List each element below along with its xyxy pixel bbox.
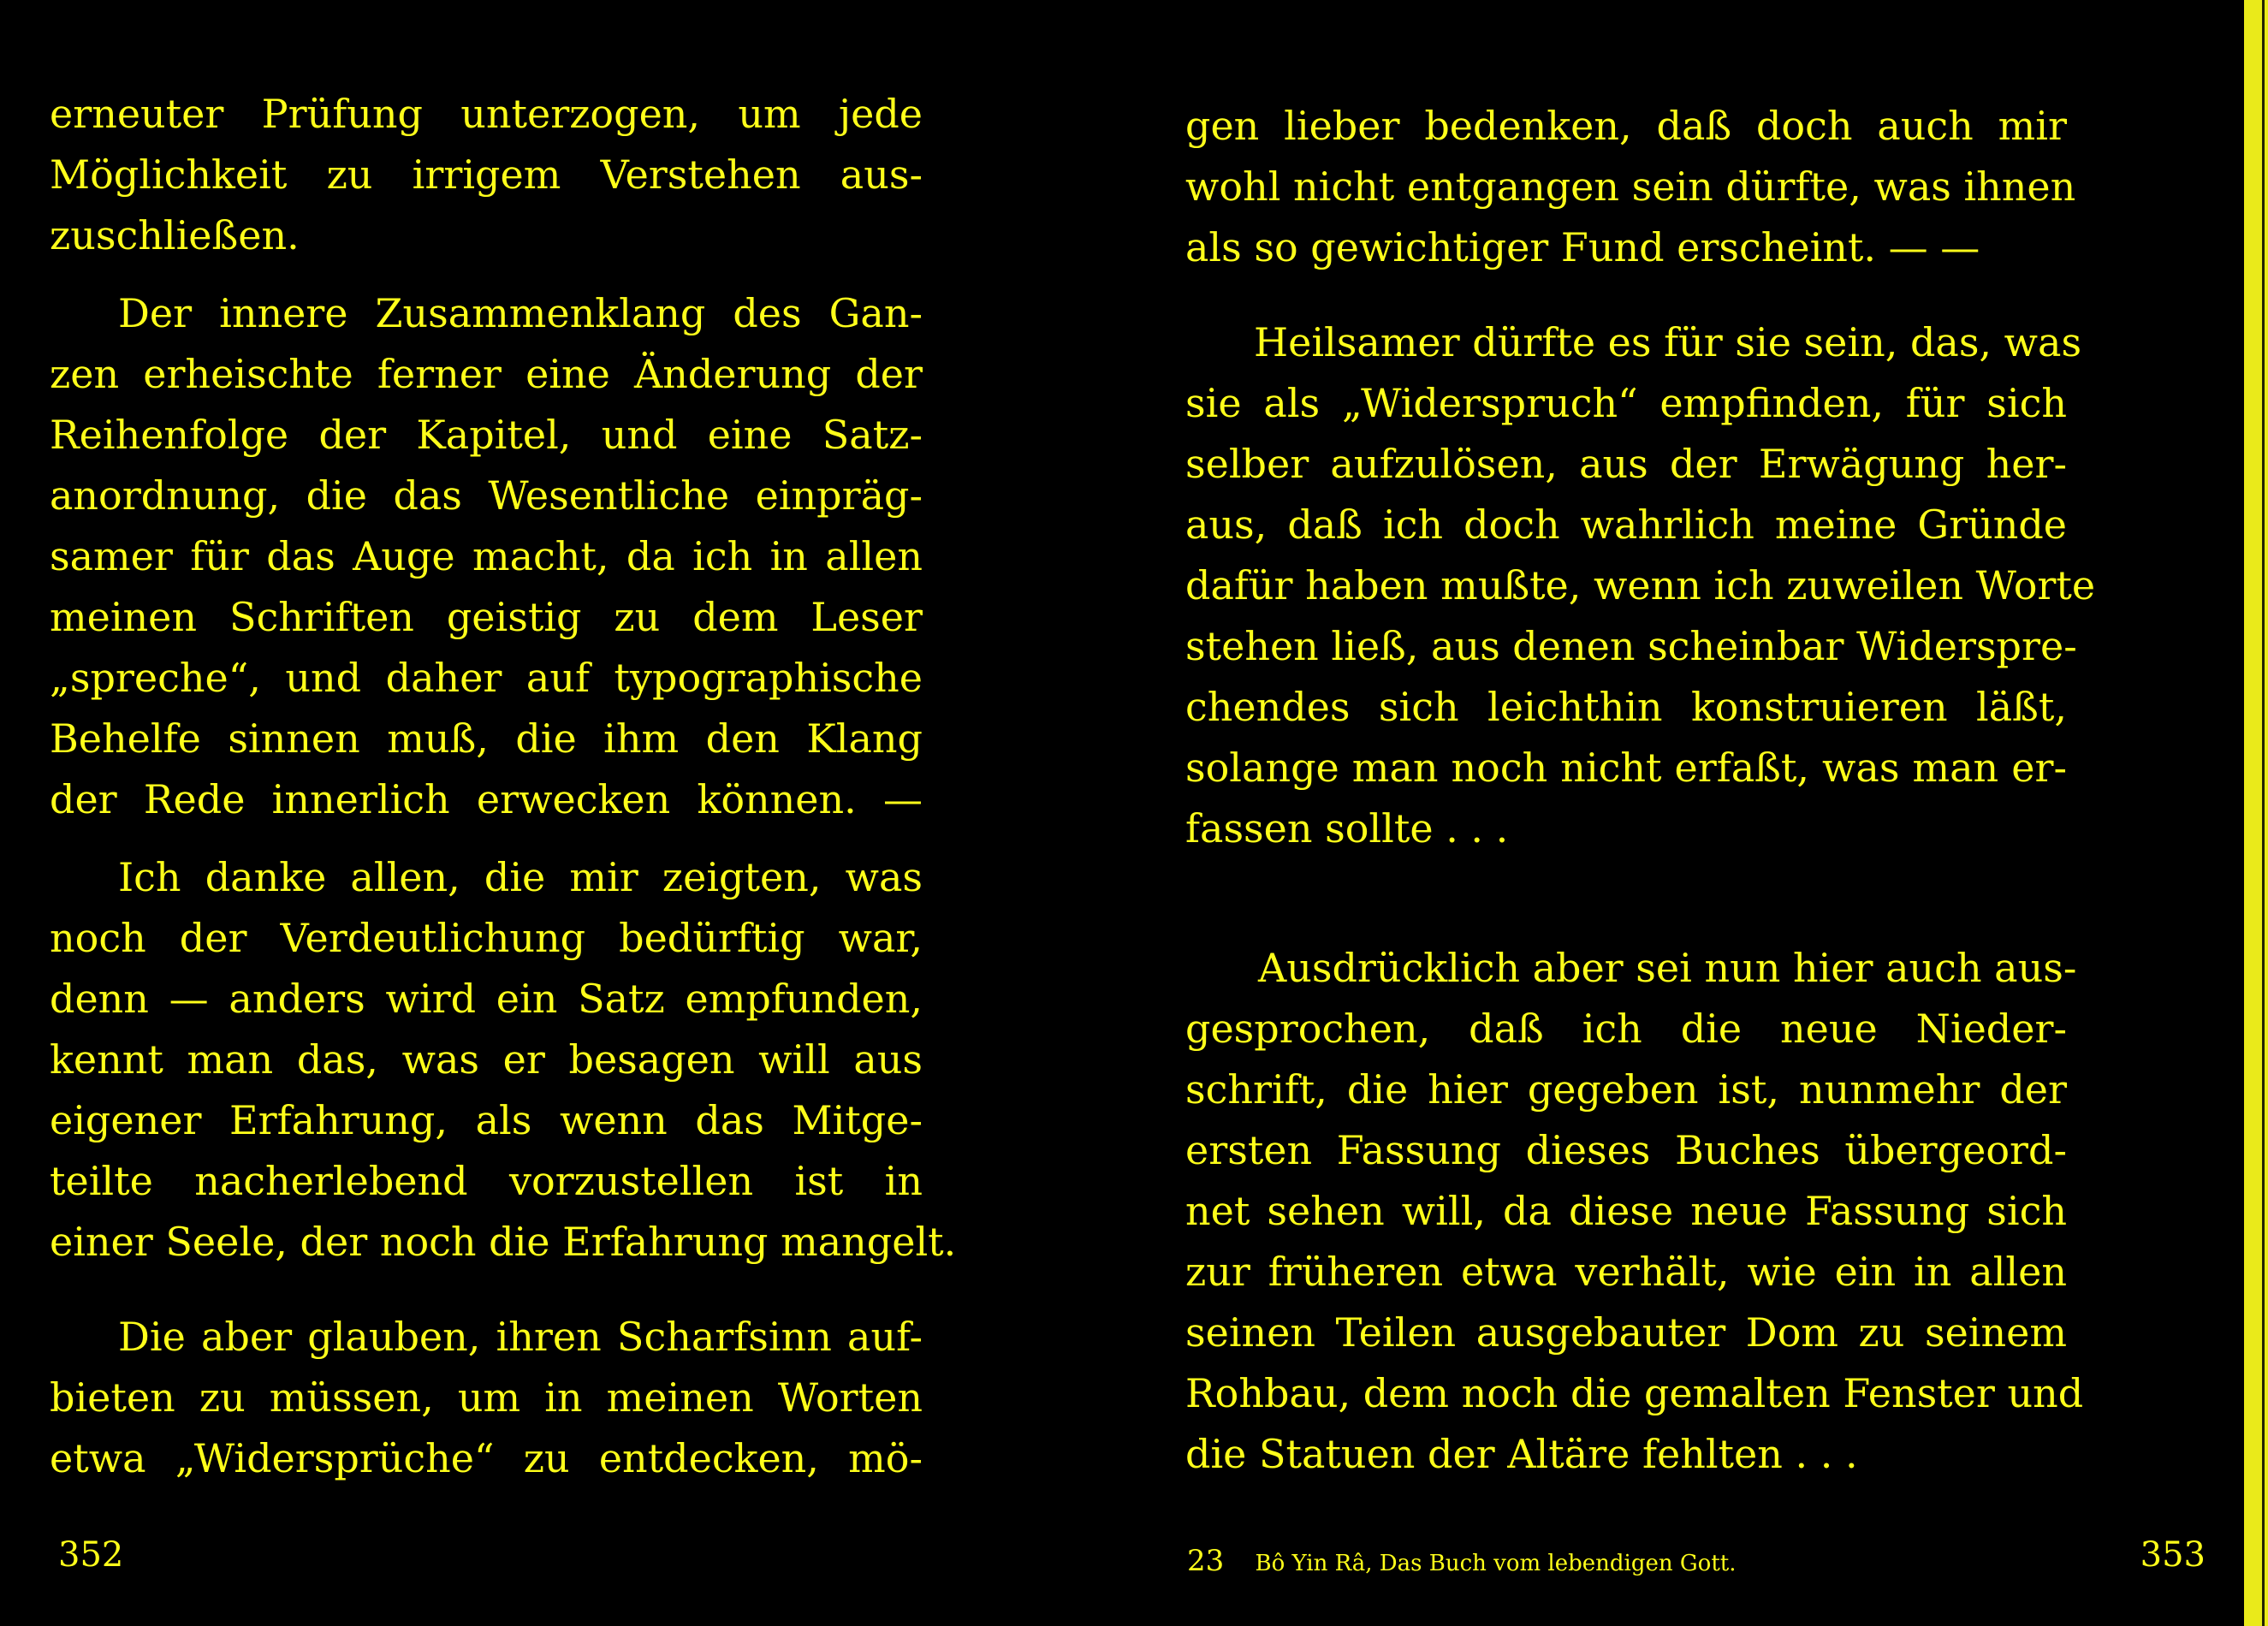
right-page <box>1134 0 2268 1626</box>
text-line: meinen Schriften geistig zu dem Leser <box>50 594 923 640</box>
text-line: anordnung, die das Wesentliche einpräg- <box>50 472 923 519</box>
page-edge-line <box>2262 0 2265 1626</box>
text-line: ersten Fassung dieses Buches übergeord- <box>1185 1127 2067 1173</box>
text-line: teilte nacherlebend vorzustellen ist in <box>50 1158 923 1204</box>
text-line: Möglichkeit zu irrigem Verstehen aus- <box>50 151 923 198</box>
text-line: Ausdrücklich aber sei nun hier auch aus- <box>1258 945 2077 991</box>
printer-signature <box>1187 1546 1737 1579</box>
right-text-block <box>1185 96 2096 1485</box>
text-line: wohl nicht entgangen sein dürfte, was ihnen <box>1185 163 2076 210</box>
left-paragraph-2 <box>50 283 923 830</box>
text-line: denn — anders wird ein Satz empfunden, <box>50 976 923 1022</box>
text-line: zen erheischte ferner eine Änderung der <box>50 351 923 397</box>
text-line: Rohbau, dem noch die gemalten Fenster und <box>1185 1370 2084 1416</box>
text-line: Behelfe sinnen muß, die ihm den Klang <box>50 715 923 762</box>
text-line: Reihenfolge der Kapitel, und eine Satz- <box>50 412 923 458</box>
text-line: kennt man das, was er besagen will aus <box>50 1036 923 1083</box>
text-line: eigener Erfahrung, als wenn das Mitge- <box>50 1097 923 1143</box>
text-line: solange man noch nicht erfaßt, was man er- <box>1185 745 2067 791</box>
text-line: erneuter Prüfung unterzogen, um jede <box>50 91 923 137</box>
text-line: gesprochen, daß ich die neue Nieder- <box>1185 1006 2067 1052</box>
text-line: samer für das Auge macht, da ich in allen <box>50 533 923 579</box>
text-line: seinen Teilen ausgebauter Dom zu seinem <box>1185 1309 2067 1356</box>
text-line: sie als „Widerspruch“ empfinden, für sich <box>1185 380 2067 426</box>
text-line: „spreche“, und daher auf typographische <box>50 655 923 701</box>
text-line: Der innere Zusammenklang des Gan- <box>118 290 923 336</box>
text-line: schrift, die hier gegeben ist, nunmehr der <box>1185 1066 2067 1113</box>
right-paragraph-3 <box>1185 938 2084 1485</box>
text-line: etwa „Widersprüche“ zu entdecken, mö- <box>50 1435 923 1481</box>
text-line: aus, daß ich doch wahrlich meine Gründe <box>1185 501 2067 548</box>
text-line: gen lieber bedenken, daß doch auch mir <box>1185 103 2067 149</box>
text-line: als so gewichtiger Fund erscheint. — — <box>1185 224 1980 270</box>
left-paragraph-4 <box>50 1307 923 1489</box>
right-paragraph-2 <box>1185 312 2096 859</box>
text-line: die Statuen der Altäre fehlten . . . <box>1185 1431 1858 1477</box>
text-line: selber aufzulösen, aus der Erwägung her- <box>1185 441 2067 487</box>
text-line: fassen sollte . . . <box>1185 805 1509 852</box>
text-line: zuschließen. <box>50 212 300 258</box>
right-paragraph-1 <box>1185 96 2076 278</box>
text-line: bieten zu müssen, um in meinen Worten <box>50 1374 923 1421</box>
text-line: Ich danke allen, die mir zeigten, was <box>118 854 923 900</box>
left-paragraph-1 <box>50 84 923 266</box>
text-line: chendes sich leichthin konstruieren läßt, <box>1185 684 2067 730</box>
text-line: dafür haben mußte, wenn ich zuweilen Worte <box>1185 562 2096 608</box>
text-line: einer Seele, der noch die Erfahrung mangelt. <box>50 1219 957 1265</box>
signature-title: Bô Yin Râ, Das Buch vom lebendigen Gott. <box>1255 1551 1737 1576</box>
text-line: Heilsamer dürfte es für sie sein, das, was <box>1254 319 2082 365</box>
text-line: net sehen will, da diese neue Fassung sich <box>1185 1188 2067 1234</box>
signature-number: 23 <box>1187 1544 1225 1578</box>
text-line: zur früheren etwa verhält, wie ein in allen <box>1185 1249 2067 1295</box>
text-line: stehen ließ, aus denen scheinbar Widerspre- <box>1185 623 2077 669</box>
page-number: 352 <box>58 1535 124 1575</box>
left-paragraph-3 <box>50 847 957 1273</box>
text-line: der Rede innerlich erwecken können. — <box>50 776 923 822</box>
page-number: 353 <box>2140 1535 2206 1575</box>
text-line: noch der Verdeutlichung bedürftig war, <box>50 915 923 961</box>
left-text-block <box>50 84 957 1489</box>
text-line: Die aber glauben, ihren Scharfsinn auf- <box>118 1314 923 1360</box>
